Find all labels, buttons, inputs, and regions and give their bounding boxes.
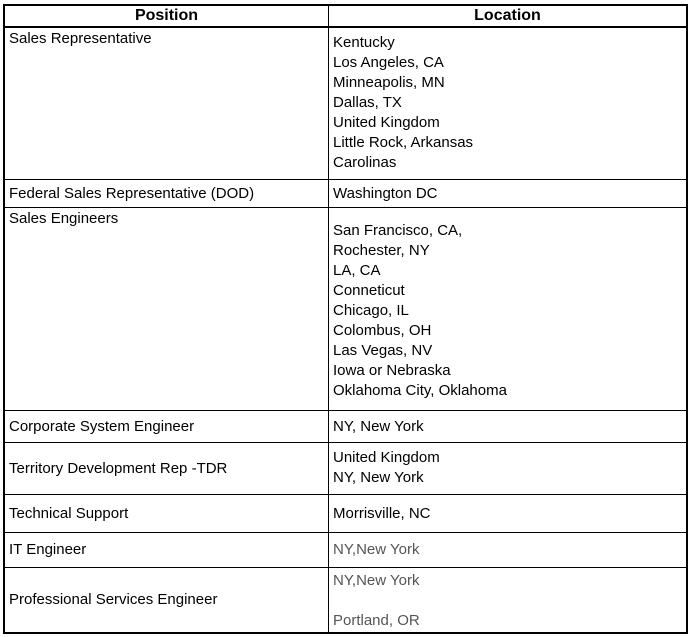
location-item: NY, New York [333,469,424,486]
location-item: Chicago, IL [333,302,409,319]
position-cell [5,495,329,532]
table-row [5,180,686,208]
position-label: Professional Services Engineer [9,591,218,608]
position-cell [5,443,329,494]
positions-table [3,4,688,634]
location-item: NY, New York [333,417,424,435]
location-item: United Kingdom [333,114,440,131]
location-cell [329,568,686,632]
location-item: San Francisco, CA, [333,222,463,239]
location-item: LA, CA [333,262,381,279]
position-label: Territory Development Rep -TDR [9,459,228,477]
location-cell [329,411,686,442]
location-item: Minneapolis, MN [333,74,445,91]
header-location: Location [474,7,541,24]
position-cell [5,411,329,442]
location-item: Morrisville, NC [333,504,431,522]
location-item: Carolinas [333,154,397,171]
location-item: United Kingdom [333,449,440,466]
location-item: Oklahoma City, Oklahoma [333,382,507,399]
table-row [5,28,686,180]
location-cell [329,208,686,410]
position-cell [5,28,329,179]
location-cell [329,28,686,179]
location-item: Las Vegas, NV [333,342,433,359]
location-item: Colombus, OH [333,322,432,339]
table-header-row [5,6,686,28]
table-row [5,533,686,568]
location-item: Conneticut [333,282,405,299]
table-row [5,568,686,632]
location-cell [329,533,686,567]
position-cell [5,180,329,207]
location-item: Dallas, TX [333,94,402,111]
position-label: Technical Support [9,504,129,522]
location-item [333,591,686,611]
position-label: Corporate System Engineer [9,417,195,435]
location-cell [329,443,686,494]
table-row [5,411,686,443]
position-label: IT Engineer [9,541,87,558]
location-item: Kentucky [333,34,395,51]
table-grid [5,6,686,632]
location-item: Iowa or Nebraska [333,362,451,379]
location-cell [329,495,686,532]
position-label: Sales Engineers [9,210,119,227]
location-item: Portland, OR [333,612,420,629]
table-row [5,208,686,411]
location-item: NY,New York [333,572,420,589]
position-cell [5,208,329,410]
location-item: NY,New York [333,541,420,558]
location-item: Little Rock, Arkansas [333,134,474,151]
position-label: Sales Representative [9,30,152,47]
table-row [5,495,686,533]
table-row [5,443,686,495]
position-label: Federal Sales Representative (DOD) [9,184,255,202]
header-position: Position [5,6,329,26]
location-cell [329,180,686,207]
position-cell [5,568,329,632]
location-item: Washington DC [333,184,438,202]
location-item: Rochester, NY [333,242,430,259]
position-cell [5,533,329,567]
location-item: Los Angeles, CA [333,54,444,71]
